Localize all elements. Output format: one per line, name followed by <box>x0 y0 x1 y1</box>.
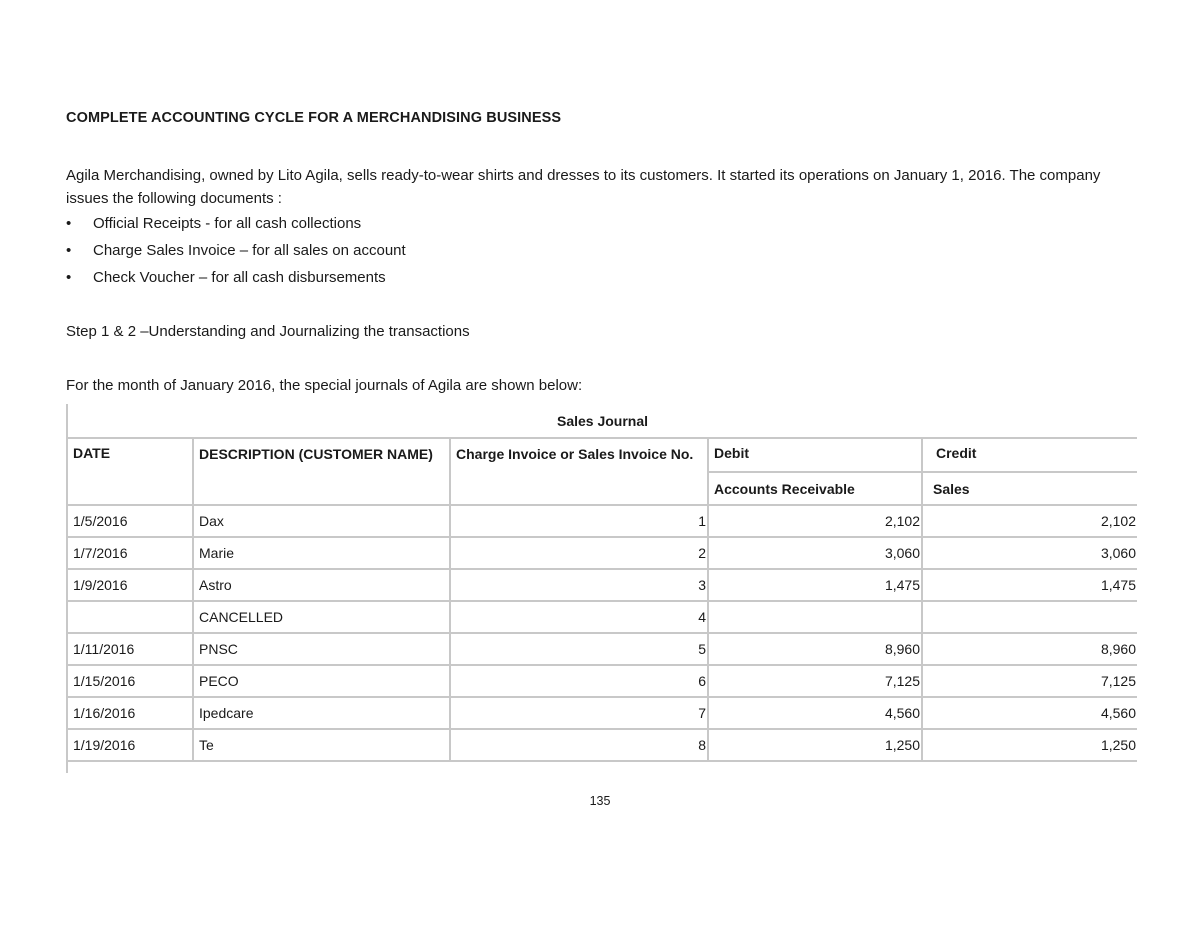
cell-customer: Ipedcare <box>193 697 450 729</box>
list-item <box>66 239 406 266</box>
cell-invoice: 5 <box>450 633 708 665</box>
cell-date: 1/9/2016 <box>67 569 193 601</box>
cell-debit: 4,560 <box>708 697 922 729</box>
cell-credit: 3,060 <box>922 537 1137 569</box>
cell-credit: 1,475 <box>922 569 1137 601</box>
list-item <box>66 212 406 239</box>
cell-invoice: 6 <box>450 665 708 697</box>
cell-invoice: 8 <box>450 729 708 761</box>
cell-debit: 8,960 <box>708 633 922 665</box>
page-heading: COMPLETE ACCOUNTING CYCLE FOR A MERCHANDISING BUSINESS <box>66 110 562 126</box>
cell-credit: 1,250 <box>922 729 1137 761</box>
cell-date: 1/11/2016 <box>67 633 193 665</box>
cell-customer: PECO <box>193 665 450 697</box>
cell-debit: 1,250 <box>708 729 922 761</box>
cell-invoice: 3 <box>450 569 708 601</box>
table-row <box>67 633 1137 665</box>
list-item-text: Official Receipts - for all cash collections <box>93 215 362 232</box>
header-invoice: Charge Invoice or Sales Invoice No. <box>450 438 708 505</box>
bullet-icon: • <box>66 269 72 286</box>
sales-journal-table <box>66 404 1137 773</box>
table-row <box>67 569 1137 601</box>
cell-credit: 2,102 <box>922 505 1137 537</box>
table-row <box>67 537 1137 569</box>
cell-credit: 8,960 <box>922 633 1137 665</box>
list-item-text: Check Voucher – for all cash disbursements <box>93 269 386 286</box>
table-row <box>67 697 1137 729</box>
cell-debit: 3,060 <box>708 537 922 569</box>
month-intro: For the month of January 2016, the special journals of Agila are shown below: <box>66 377 583 394</box>
table-row <box>67 665 1137 697</box>
table-row <box>67 601 1137 633</box>
intro-paragraph: Agila Merchandising, owned by Lito Agila, sells ready-to-wear shirts and dresses to its customers. It started its operations on January 1, 2016. The company issues the following documents : <box>66 167 1101 207</box>
step-heading: Step 1 & 2 –Understanding and Journalizing the transactions <box>66 323 470 340</box>
table-row <box>67 729 1137 761</box>
cell-customer: CANCELLED <box>193 601 450 633</box>
header-sales: Sales <box>922 472 1137 505</box>
cell-date <box>67 601 193 633</box>
cell-date: 1/16/2016 <box>67 697 193 729</box>
cell-debit: 7,125 <box>708 665 922 697</box>
cell-debit: 2,102 <box>708 505 922 537</box>
cell-debit <box>708 601 922 633</box>
table-continuation <box>67 761 1137 773</box>
cell-date: 1/19/2016 <box>67 729 193 761</box>
table-header-row <box>67 438 1137 472</box>
header-accounts-receivable: Accounts Receivable <box>708 472 922 505</box>
header-credit: Credit <box>922 438 1137 472</box>
cell-invoice: 4 <box>450 601 708 633</box>
cell-date: 1/7/2016 <box>67 537 193 569</box>
cell-debit: 1,475 <box>708 569 922 601</box>
cell-credit <box>922 601 1137 633</box>
cell-credit: 7,125 <box>922 665 1137 697</box>
continuation-edge <box>67 761 193 773</box>
cell-invoice: 2 <box>450 537 708 569</box>
continuation-space <box>193 761 1137 773</box>
cell-customer: Te <box>193 729 450 761</box>
cell-invoice: 1 <box>450 505 708 537</box>
documents-list <box>66 212 406 293</box>
list-item-text: Charge Sales Invoice – for all sales on account <box>93 242 406 259</box>
cell-customer: Marie <box>193 537 450 569</box>
page-number: 135 <box>589 794 611 808</box>
cell-customer: PNSC <box>193 633 450 665</box>
list-item <box>66 266 406 293</box>
cell-date: 1/5/2016 <box>67 505 193 537</box>
table-title-row <box>67 404 1137 438</box>
header-description: DESCRIPTION (CUSTOMER NAME) <box>193 438 450 505</box>
header-debit: Debit <box>708 438 922 472</box>
header-date: DATE <box>67 438 193 505</box>
bullet-icon: • <box>66 215 72 232</box>
cell-credit: 4,560 <box>922 697 1137 729</box>
cell-customer: Dax <box>193 505 450 537</box>
bullet-icon: • <box>66 242 72 259</box>
cell-date: 1/15/2016 <box>67 665 193 697</box>
table-row <box>67 505 1137 537</box>
cell-customer: Astro <box>193 569 450 601</box>
cell-invoice: 7 <box>450 697 708 729</box>
table-title: Sales Journal <box>67 404 1137 438</box>
